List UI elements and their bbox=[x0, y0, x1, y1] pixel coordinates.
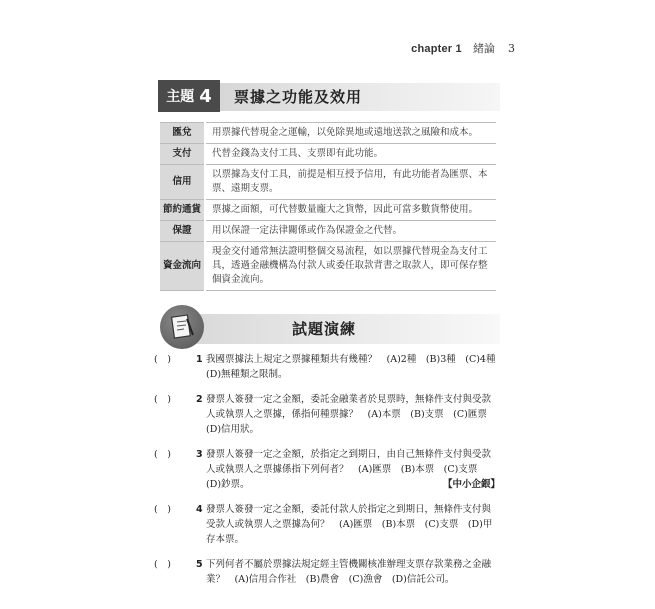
answer-blank[interactable]: ( ) bbox=[154, 559, 171, 570]
question-item bbox=[154, 352, 505, 382]
topic-title: 票據之功能及效用 bbox=[234, 88, 363, 106]
function-name: 匯兌 bbox=[160, 123, 205, 144]
function-desc: 用以保證一定法律關係或作為保證金之代替。 bbox=[205, 221, 496, 242]
function-name: 信用 bbox=[160, 165, 205, 200]
question-text: 下列何者不屬於票據法規定經主管機關核准辦理支票存款業務之金融業？ (A)信用合作社 (B)農會 (C)漁會 (D)信託公司。 bbox=[206, 559, 492, 585]
function-row bbox=[160, 221, 496, 242]
question-item bbox=[154, 392, 500, 437]
function-row bbox=[160, 200, 496, 221]
function-row bbox=[160, 123, 496, 144]
function-desc: 以票據為支付工具，前提是相互授予信用，有此功能者為匯票、本票、遠期支票。 bbox=[205, 165, 496, 200]
chapter-label: chapter 1 bbox=[411, 43, 462, 55]
question-text: 發票人簽發一定之金額，委託金融業者於見票時，無條件支付與受款人或執票人之票據，係指何種票據？ (A)本票 (B)支票 (C)匯票 (D)信用狀。 bbox=[206, 394, 497, 435]
chapter-name: 緒論 bbox=[472, 43, 495, 55]
question-item bbox=[154, 502, 500, 547]
function-desc: 用票據代替現金之運輸，以免除異地或遠地送款之風險和成本。 bbox=[205, 123, 496, 144]
topic-number: 4 bbox=[199, 85, 212, 107]
function-row bbox=[160, 165, 496, 200]
question-list bbox=[154, 352, 505, 597]
question-item bbox=[154, 557, 500, 587]
answer-blank[interactable]: ( ) bbox=[154, 354, 171, 365]
question-number: 4 bbox=[196, 504, 203, 515]
topic-tag bbox=[158, 80, 220, 112]
page-header bbox=[411, 40, 515, 56]
question-number: 5 bbox=[196, 559, 203, 570]
question-number: 1 bbox=[196, 354, 203, 365]
function-table bbox=[160, 122, 496, 291]
answer-blank[interactable]: ( ) bbox=[154, 449, 171, 460]
question-number: 2 bbox=[196, 394, 203, 405]
function-name: 資金流向 bbox=[160, 242, 205, 291]
exercise-title: 試題演練 bbox=[292, 320, 357, 338]
question-number: 3 bbox=[196, 449, 203, 460]
function-desc: 現金交付通常無法證明整個交易流程，如以票據代替現金為支付工具，透過金融機構為付款人或委任取款背書之取款人，即可保存整個資金流向。 bbox=[205, 242, 496, 291]
notebook-icon bbox=[160, 305, 204, 349]
function-row bbox=[160, 242, 496, 291]
question-item bbox=[154, 447, 500, 492]
function-name: 節約通貨 bbox=[160, 200, 205, 221]
function-name: 支付 bbox=[160, 144, 205, 165]
function-name: 保證 bbox=[160, 221, 205, 242]
function-row bbox=[160, 144, 496, 165]
question-text: 發票人簽發一定之金額，於指定之到期日，由自己無條件支付與受款人或執票人之票據係指下列何者？ (A)匯票 (B)本票 (C)支票 (D)鈔票。 bbox=[206, 449, 492, 490]
topic-tag-label: 主題 bbox=[166, 89, 195, 105]
page-number: 3 bbox=[508, 42, 515, 55]
answer-blank[interactable]: ( ) bbox=[154, 394, 171, 405]
function-desc: 票據之面額，可代替數量龐大之貨幣，因此可當多數貨幣使用。 bbox=[205, 200, 496, 221]
source-tag: 【中小企銀】 bbox=[442, 479, 500, 490]
question-text: 發票人簽發一定之金額，委託付款人於指定之到期日，無條件支付與受款人或執票人之票據為何？ (A)匯票 (B)本票 (C)支票 (D)甲存本票。 bbox=[206, 504, 493, 545]
question-text: 我國票據法上規定之票據種類共有幾種？ (A)2種 (B)3種 (C)4種 (D)無種類之限制。 bbox=[206, 354, 505, 380]
function-desc: 代替金錢為支付工具、支票即有此功能。 bbox=[205, 144, 496, 165]
answer-blank[interactable]: ( ) bbox=[154, 504, 171, 515]
